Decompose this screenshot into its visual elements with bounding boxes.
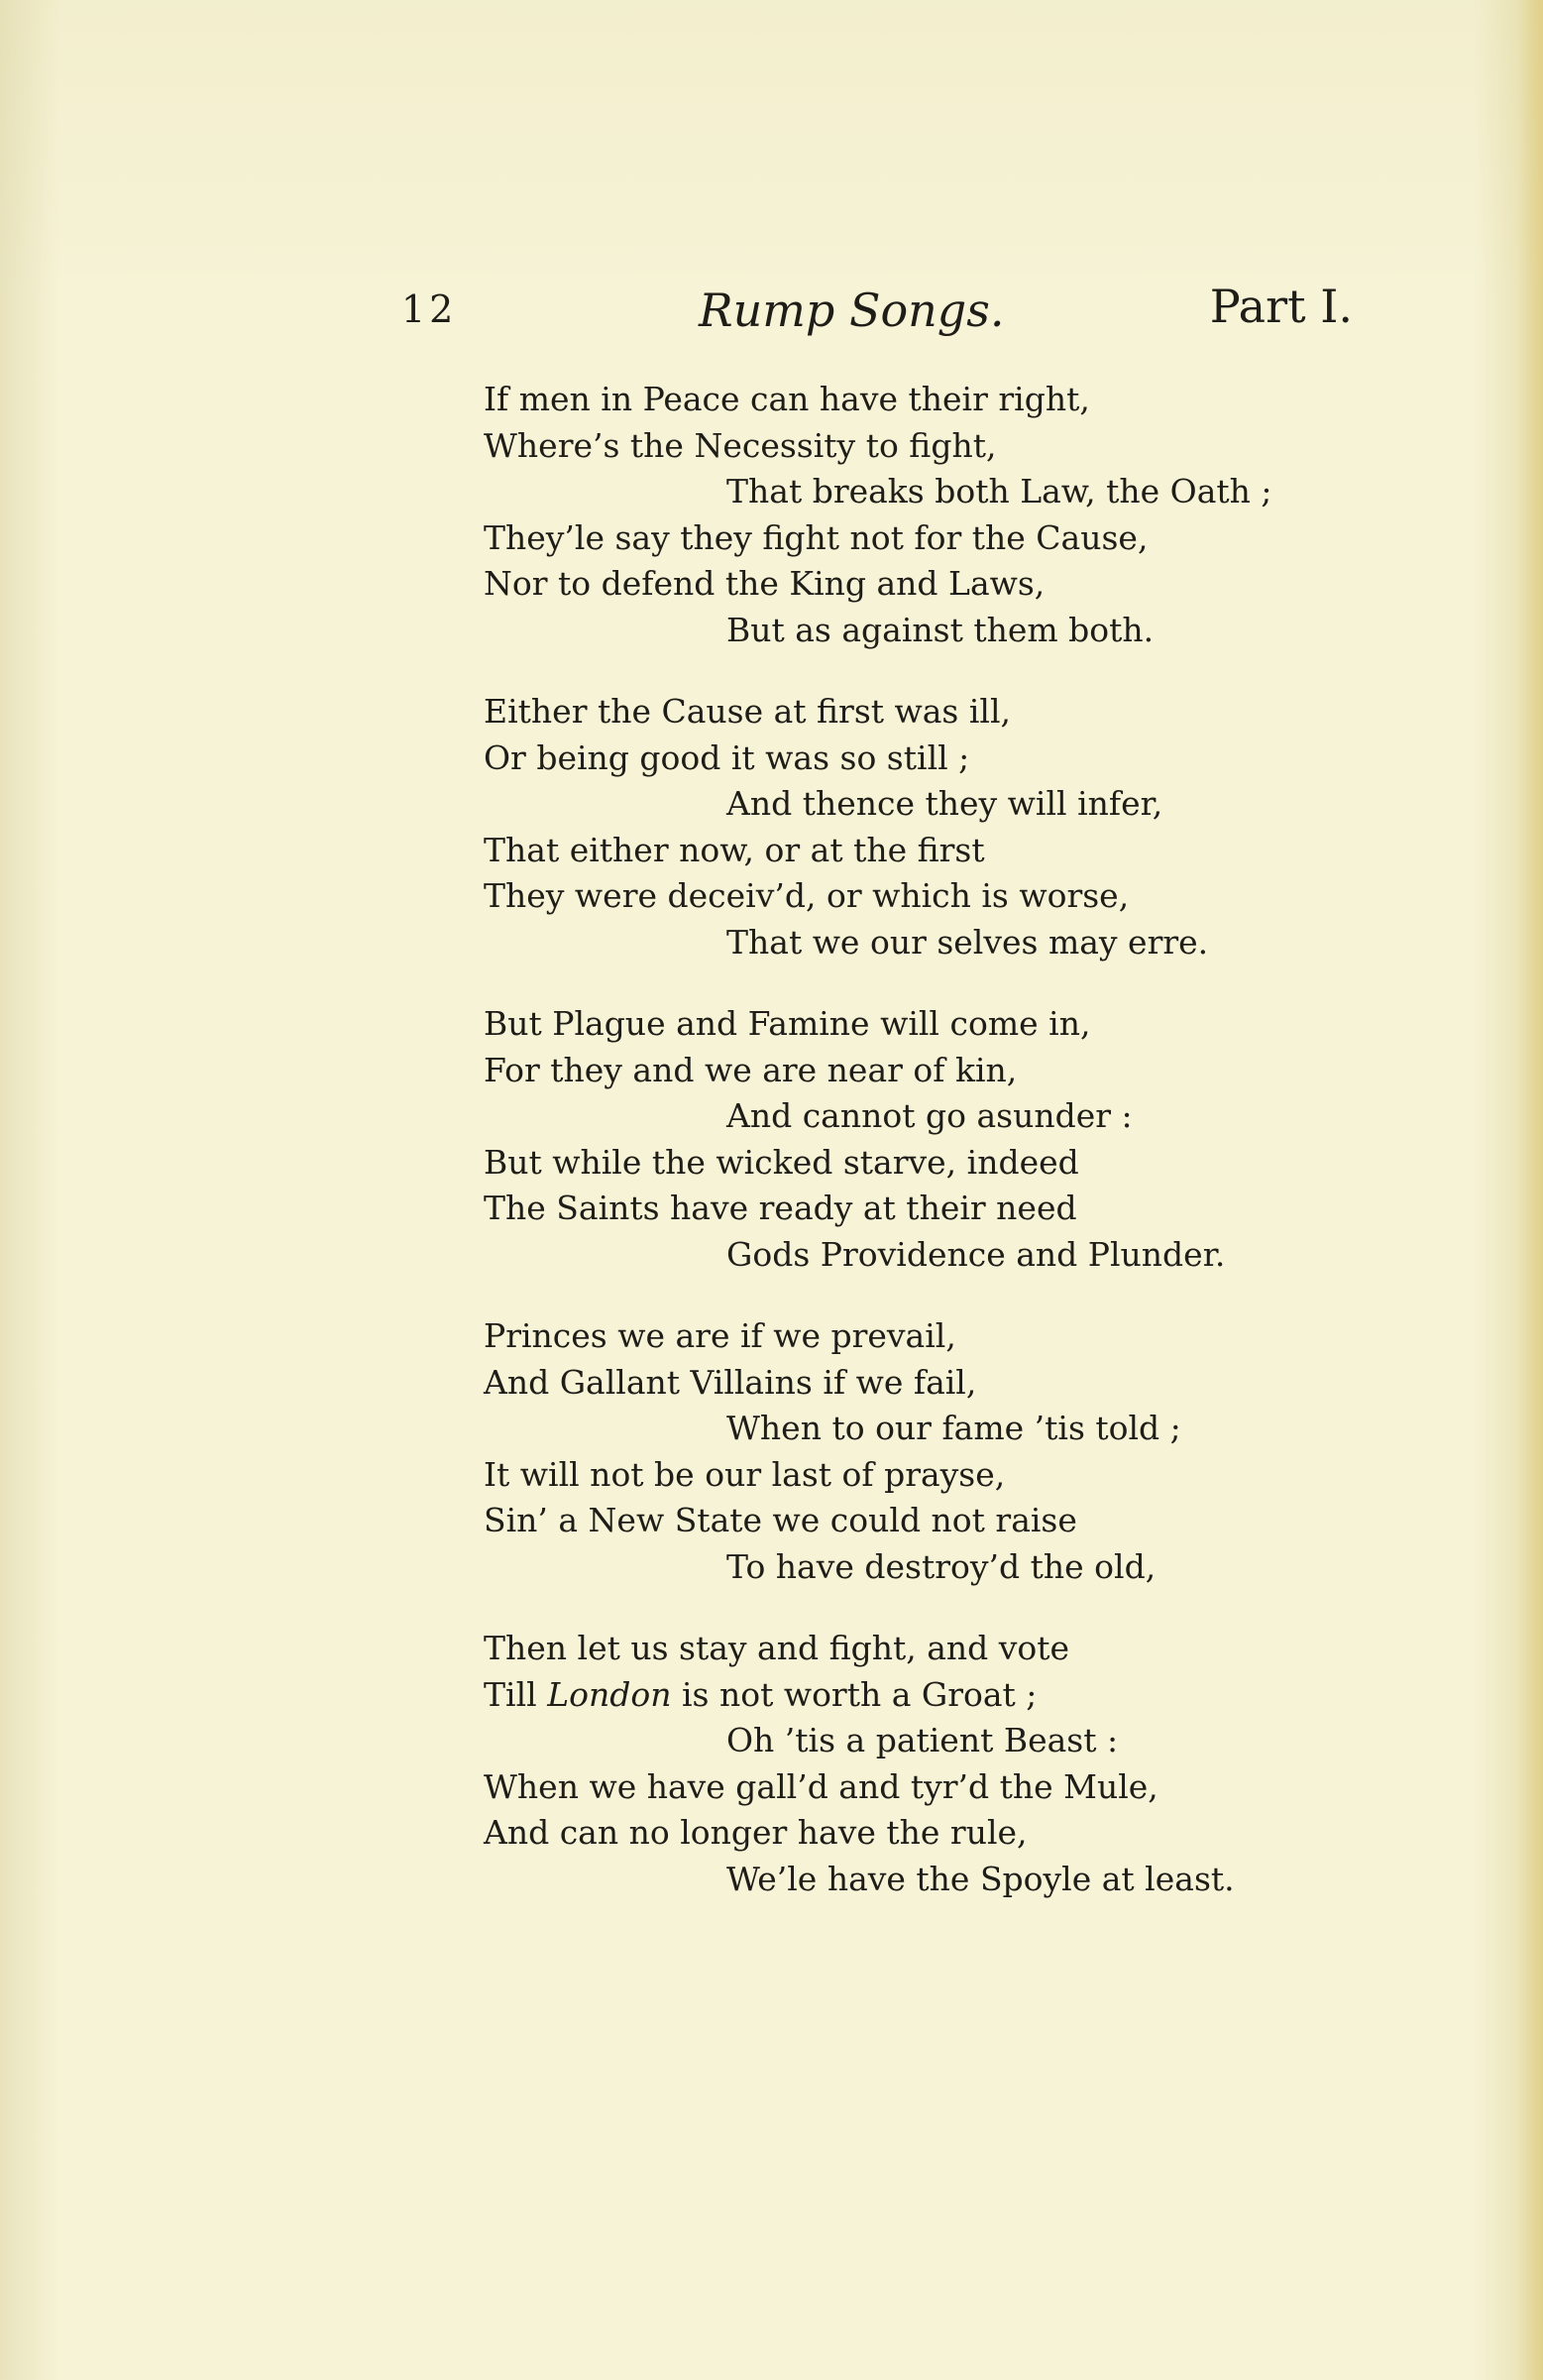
verse-line: We’le have the Spoyle at least. bbox=[726, 1859, 1235, 1898]
verse-line: That we our selves may erre. bbox=[726, 922, 1209, 962]
verse-line: Nor to defend the King and Laws, bbox=[484, 564, 1046, 603]
verse-line: To have destroy’d the old, bbox=[726, 1546, 1157, 1586]
verse-line bbox=[484, 1672, 1336, 1719]
verse-line: And thence they will infer, bbox=[726, 784, 1163, 823]
running-head bbox=[401, 280, 1353, 347]
verse-line: When we have gall’d and tyr’d the Mule, bbox=[484, 1766, 1158, 1806]
running-title: Rump Songs. bbox=[699, 283, 1005, 337]
verse-line: But Plague and Famine will come in, bbox=[484, 1004, 1091, 1043]
verse-line: Gods Providence and Plunder. bbox=[726, 1234, 1226, 1274]
verse-line: And can no longer have the rule, bbox=[484, 1813, 1028, 1852]
verse-line: That breaks both Law, the Oath ; bbox=[726, 472, 1272, 510]
verse-line: They were deceiv’d, or which is worse, bbox=[484, 876, 1130, 915]
verse-line: And Gallant Villains if we fail, bbox=[484, 1362, 977, 1402]
verse-line: But as against them both. bbox=[726, 610, 1155, 649]
verse-line: Then let us stay and fight, and vote bbox=[484, 1629, 1070, 1667]
stanza-2 bbox=[484, 689, 1336, 965]
verse-words: is not worth a Groat ; bbox=[681, 1674, 1038, 1714]
verse-line: Princes we are if we prevail, bbox=[484, 1316, 956, 1355]
poem bbox=[484, 377, 1336, 1938]
page-edge-shading bbox=[1517, 0, 1543, 2380]
stanza-4 bbox=[484, 1313, 1336, 1590]
verse-line: It will not be our last of prayse, bbox=[484, 1454, 1006, 1494]
stanza-5 bbox=[484, 1626, 1336, 1902]
part-label: Part I. bbox=[1209, 280, 1353, 333]
verse-line: Oh ’tis a patient Beast : bbox=[726, 1721, 1119, 1759]
place-name-london: London bbox=[547, 1674, 672, 1714]
verse-line: When to our fame ’tis told ; bbox=[726, 1409, 1181, 1447]
stanza-3 bbox=[484, 1001, 1336, 1278]
page-number: 12 bbox=[401, 287, 458, 331]
verse-line: Where’s the Necessity to fight, bbox=[484, 425, 997, 465]
verse-word: Till bbox=[484, 1674, 537, 1714]
verse-line: For they and we are near of kin, bbox=[484, 1050, 1018, 1089]
verse-line: The Saints have ready at their need bbox=[484, 1189, 1077, 1227]
verse-line: Sin’ a New State we could not raise bbox=[484, 1501, 1077, 1539]
verse-line: If men in Peace can have their right, bbox=[484, 380, 1090, 418]
stanza-1 bbox=[484, 377, 1336, 653]
verse-line: And cannot go asunder : bbox=[726, 1096, 1133, 1135]
verse-line: Or being good it was so still ; bbox=[484, 737, 970, 777]
verse-line: They’le say they fight not for the Cause, bbox=[484, 517, 1149, 557]
verse-line: Either the Cause at first was ill, bbox=[484, 692, 1012, 731]
verse-line: But while the wicked starve, indeed bbox=[484, 1142, 1079, 1182]
verse-line: That either now, or at the first bbox=[484, 830, 985, 869]
